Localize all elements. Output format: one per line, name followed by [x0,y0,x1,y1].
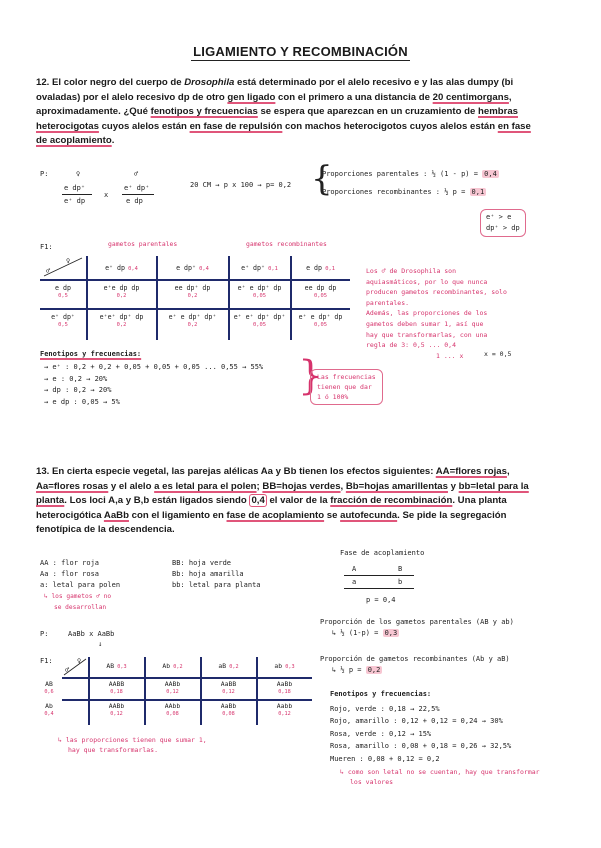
p13-proportion-note: ↳ las proporciones tienen que sumar 1, hay que transformarlas. [58,736,207,754]
punnett-cell [291,284,350,300]
punnett-cell [157,313,228,329]
side-note-line: regla de 3: 0,5 ... 0,4 [366,341,457,350]
side-note-line: Los ♂ de Drosophila son [366,267,457,275]
cell-genotype: ee dp dp [304,284,337,292]
gamete-frequency: 0,2 [170,664,183,670]
cell-genotype: ee dp⁺ dp [174,284,211,292]
p13-p-label: P: [40,630,49,638]
cell-frequency: 0,12 [222,689,235,695]
punnett-cell [257,680,312,696]
p13-recombinant-proportion: Proporción de gametos recombinantes (Ab y aB) ↳ ½ p = 0,2 [320,655,510,674]
gamete-genotype: ab [274,662,283,670]
phenotype-line: Rosa, amarillo : 0,08 + 0,18 = 0,26 → 32,5% [330,742,512,751]
phenotype-line: → dp : 0,2 → 20% [44,386,112,395]
corner-female: ♀ [66,257,71,265]
side-note-line: 1 ... x [436,351,464,360]
cell-genotype: e⁺ e dp⁺ dp⁺ [168,313,217,321]
punnett-cell [87,313,156,329]
row-gamete-header [40,284,86,300]
note-line: Las frecuencias [317,373,376,381]
cell-genotype: AaBB [220,680,237,688]
gamete-frequency: 0,5 [58,293,68,299]
gamete-frequency: 0,1 [264,266,278,272]
cell-frequency: 0,05 [314,293,327,299]
punnett-cell [157,284,228,300]
cross-symbol: x [104,191,109,199]
gamete-genotype: Ab [45,702,53,710]
punnett-cell [89,680,144,696]
cell-frequency: 0,2 [116,322,127,328]
gamete-genotype: AB [45,680,53,688]
side-note-line: gametos deben sumar 1, así que [366,319,484,328]
brace: } [298,353,324,399]
p12-p-label: P: [40,170,49,178]
cell-frequency: 0,05 [253,293,266,299]
cell-frequency: 0,2 [187,322,198,328]
gamete-genotype: e dp⁺ [176,264,196,272]
p13-lethal-note: ↳ como son letal no se cuentan, hay que transformar los valores [340,768,540,786]
punnett-cell [89,702,144,718]
side-note-line: Además, las proporciones de los [366,309,488,318]
column-gamete-header [89,662,144,670]
gamete-frequency: 0,5 [58,322,68,328]
gamete-genotype: AB [106,662,115,670]
row-gamete-header [40,313,86,329]
p12-female-chrom-2: e⁺ dp [64,197,86,205]
problem-13-statement: 13. En cierta especie vegetal, las parejas alélicas Aa y Bb tienen los efectos siguientes: AA=flores rojas, Aa=flores rosas y el alelo a es letal para el polen; BB=hojas verdes, Bb=hojas amarillentas y bb=letal para la planta. Los loci A,a y B,b están ligados siendo 0,4 el valor de la fracción de recombinación. Una planta heterocigótica AaBb con el ligamiento en fase de acoplamiento se autofecunda. Se pide la segregación fenotípica de la descendencia. [36,466,529,536]
cell-genotype: e⁺e dp dp [103,284,140,292]
gamete-genotype: Ab [162,662,171,670]
gamete-frequency: 0,4 [44,711,54,717]
column-gamete-header [201,662,256,670]
cell-frequency: 0,12 [278,711,291,717]
punnett-cell [201,680,256,696]
p12-phenotype-list [44,362,263,408]
gamete-genotype: e dp [306,264,322,272]
p13-parental-proportion: Proporción de los gametos parentales (AB y ab) ↳ ½ (1-p) = 0,3 [320,618,514,637]
p12-male-chrom-1: e⁺ dp⁺ [124,184,150,192]
gamete-genotype: e⁺ dp⁺ [241,264,265,272]
row-gamete-header [38,680,60,696]
cell-genotype: e⁺ e dp⁺ dp [237,284,282,292]
column-gamete-header [257,662,312,670]
p12-recombinant-proportion: Proporciones recombinantes : ½ p = 0,1 [322,188,485,196]
gamete-frequency: 0,3 [282,664,295,670]
p12-f1-label: F1: [40,243,53,251]
punnett-cell [229,313,290,329]
p12-female-chrom-1: e dp⁺ [64,184,86,192]
problem-12-statement: 12. El color negro del cuerpo de Drosophila está determinado por el alelo recesivo e y las alas dumpy (bi ovaladas) por el alelo recesivo dp de otro gen ligado con el primero a una distancia de 20 centimorgans, aproximadamente. ¿Qué fenotipos y frecuencias se espera que aparezcan en un cruzamiento de hembras heterocigotas cuyos alelos están en fase de repulsión con machos heterocigotos cuyos alelos están en fase de acoplamiento. [36,77,531,147]
gamete-genotype: aB [218,662,227,670]
gamete-genotype: e⁺ dp [105,264,125,272]
cell-genotype: Aabb [276,702,293,710]
phenotype-line: Rojo, verde : 0,18 → 22,5% [330,705,440,713]
punnett-cell [229,284,290,300]
gamete-frequency: 0,4 [124,266,138,272]
phenotype-line: → e⁺ : 0,2 + 0,2 + 0,05 + 0,05 + 0,05 ... 0,55 → 55% [44,363,264,371]
gamete-frequency: 0,6 [44,689,54,695]
p12-male-chrom-2: e dp [126,197,143,205]
phenotype-line: → e : 0,2 → 20% [44,374,108,383]
cell-genotype: e⁺e⁺ dp⁺ dp [99,313,144,321]
phenotype-line: → e dp : 0,05 → 5% [44,397,120,406]
p12-phenotypes-title: Fenotipos y frecuencias: [40,350,142,358]
cell-frequency: 0,05 [314,322,327,328]
p13-phenotypes-title: Fenotipos y frecuencias: [330,690,432,698]
allele-a: a [352,578,357,586]
cell-genotype: AABb [164,680,181,688]
cell-frequency: 0,08 [166,711,179,717]
phenotype-line: Mueren : 0,08 + 0,12 = 0,2 [330,754,440,763]
corner-male: ♂ [65,666,70,674]
p12-side-note [366,266,507,361]
gamete-frequency: 0,1 [321,266,335,272]
cell-genotype: AAbb [164,702,181,710]
column-gamete-header [145,662,200,670]
down-arrow-icon: ↓ [98,640,103,648]
gamete-genotype: e dp [55,284,71,292]
p13-parent-cross: AaBb x AaBb [68,630,115,638]
p12-parental-gametes-label: gametos parentales [108,240,178,248]
punnett-cell [87,284,156,300]
row-gamete-header [38,702,60,718]
p13-coupling-phase-title: Fase de acoplamiento [340,549,425,557]
cell-genotype: e⁺ e⁺ dp⁺ dp⁺ [233,313,286,321]
male-symbol: ♂ [134,170,139,178]
allele-b: b [398,578,403,586]
cell-frequency: 0,18 [278,689,291,695]
cell-genotype: AABB [108,680,125,688]
female-symbol: ♀ [76,170,81,178]
side-note-line: aquiasmáticos, por lo que nunca [366,277,488,286]
gamete-frequency: 0,3 [114,664,127,670]
cell-frequency: 0,2 [116,293,127,299]
p13-f1-label: F1: [40,657,53,665]
allele-A: A [352,565,357,573]
side-note-line: hay que transformarlas, con una [366,330,488,339]
cell-genotype: AaBb [276,680,293,688]
side-note-line: parentales. [366,298,410,307]
punnett-cell [291,313,350,329]
dominance-box: e⁺ > e dp⁺ > dp [480,209,526,237]
note-line: tienen que dar [317,383,372,391]
chromosome-line [122,194,154,195]
cell-genotype: AABb [108,702,125,710]
p13-phenotype-list [330,703,511,765]
p12-frequency-note [310,369,383,405]
gamete-frequency: 0,4 [195,266,209,272]
p12-rule-of-three-result: x = 0,5 [484,350,512,358]
cell-frequency: 0,12 [166,689,179,695]
cell-genotype: e⁺ e dp⁺ dp [298,313,343,321]
recombination-fraction: p = 0,4 [366,596,396,604]
punnett-cell [201,702,256,718]
gamete-frequency: 0,2 [226,664,239,670]
p13-flower-key: AA : flor roja Aa : flor rosa a: letal para polen ↳ los gametos ♂ no se desarrollan [40,559,121,611]
chromosome-line [62,194,92,195]
brace: { [311,159,333,199]
p12-cm-equation: 20 CM → p x 100 → p= 0,2 [190,181,292,189]
p12-recombinant-gametes-label: gametos recombinantes [246,240,327,248]
cell-genotype: AaBb [220,702,237,710]
phenotype-line: Rojo, amarillo : 0,12 + 0,12 = 0,24 → 30% [330,717,503,726]
phenotype-line: Rosa, verde : 0,12 → 15% [330,729,432,738]
page-title: LIGAMIENTO Y RECOMBINACIÓN [193,44,408,59]
note-line: 1 ó 100% [317,393,349,401]
column-gamete-header [229,264,290,272]
gamete-genotype: e⁺ dp⁺ [51,313,75,321]
corner-male: ♂ [46,267,51,275]
punnett-cell [145,702,200,718]
corner-female: ♀ [77,657,82,665]
cell-frequency: 0,08 [222,711,235,717]
column-gamete-header [157,264,228,272]
p12-parental-proportion: Proporciones parentales : ½ (1 - p) = 0,4 [322,170,497,178]
cell-frequency: 0,12 [110,711,123,717]
cell-frequency: 0,18 [110,689,123,695]
chromosome-line [344,588,414,589]
chromosome-line [344,575,414,576]
punnett-cell [145,680,200,696]
punnett-cell [257,702,312,718]
cell-frequency: 0,05 [253,322,266,328]
allele-B: B [398,565,403,573]
column-gamete-header [291,264,350,272]
column-gamete-header [87,264,156,272]
side-note-line: producen gametos recombinantes, solo [366,288,507,297]
p13-leaf-key: BB: hoja verde Bb: hoja amarilla bb: letal para planta [172,559,261,589]
cell-frequency: 0,2 [187,293,198,299]
